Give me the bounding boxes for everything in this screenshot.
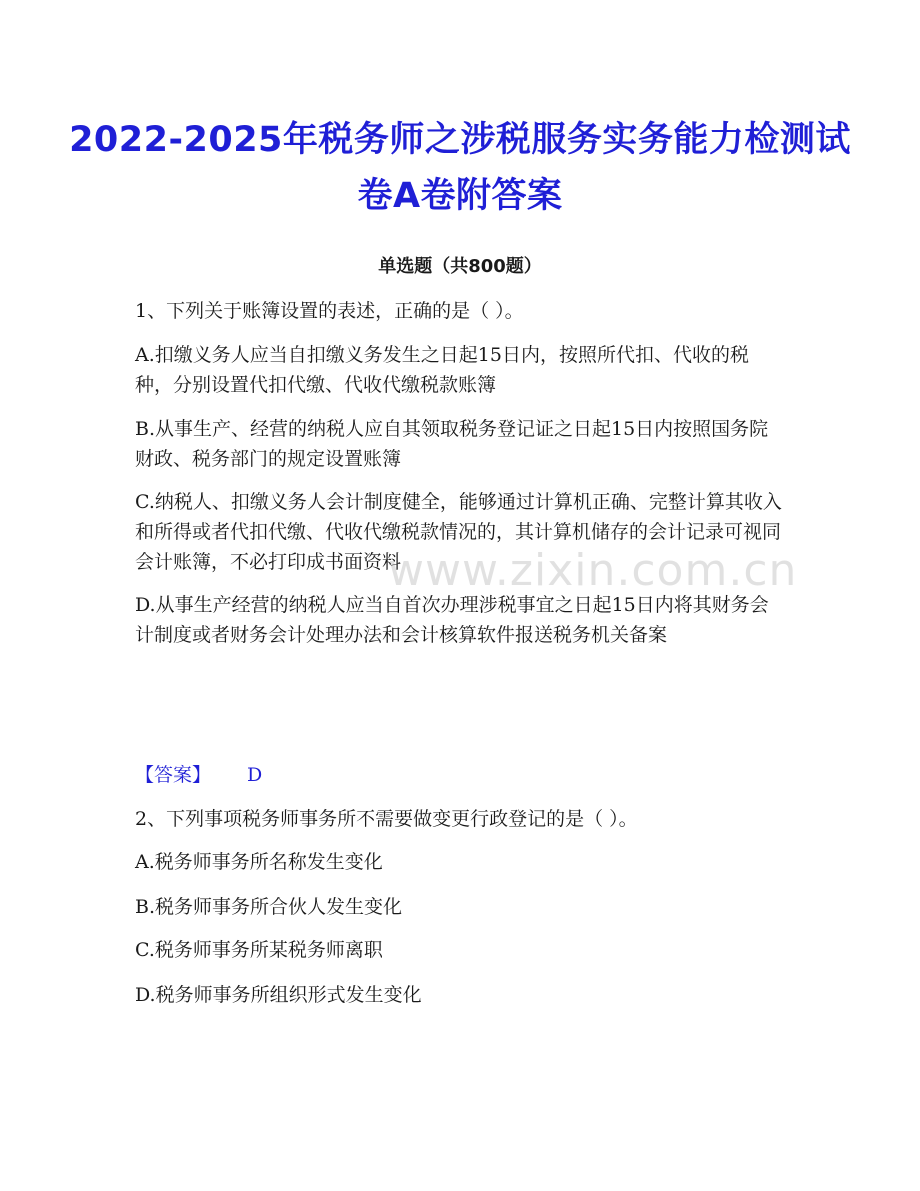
document-title: 2022-2025年税务师之涉税服务实务能力检测试卷A卷附答案 [69, 120, 851, 216]
question-1-answer [135, 761, 262, 789]
answer-label: 【答案】 [135, 764, 212, 786]
answer-value: D [247, 764, 263, 786]
question-1-option-a: A.扣缴义务人应当自扣缴义务发生之日起15日内，按照所代扣、代收的税种，分别设置代扣代缴、代收代缴税款账簿 [135, 344, 749, 396]
question-1-option-b: B.从事生产、经营的纳税人应自其领取税务登记证之日起15日内按照国务院财政、税务部门的规定设置账簿 [135, 418, 769, 470]
question-2-stem: 2、下列事项税务师事务所不需要做变更行政登记的是（ ）。 [135, 808, 638, 830]
watermark-text: www.zixin.com.cn [388, 545, 798, 596]
question-2-option-d: D.税务师事务所组织形式发生变化 [135, 984, 422, 1006]
section-heading: 单选题（共800题） [378, 256, 542, 277]
question-1-option-c: C.纳税人、扣缴义务人会计制度健全，能够通过计算机正确、完整计算其收入和所得或者代扣代缴、代收代缴税款情况的，其计算机储存的会计记录可视同会计账簿，不必打印成书面资料 [135, 491, 782, 573]
question-2-option-b: B.税务师事务所合伙人发生变化 [135, 896, 403, 918]
question-1-stem: 1、下列关于账簿设置的表述，正确的是（ ）。 [135, 300, 524, 322]
question-2-option-c: C.税务师事务所某税务师离职 [135, 939, 383, 961]
question-1-option-d: D.从事生产经营的纳税人应当自首次办理涉税事宜之日起15日内将其财务会计制度或者财务会计处理办法和会计核算软件报送税务机关备案 [135, 594, 769, 646]
question-2-option-a: A.税务师事务所名称发生变化 [135, 851, 383, 873]
